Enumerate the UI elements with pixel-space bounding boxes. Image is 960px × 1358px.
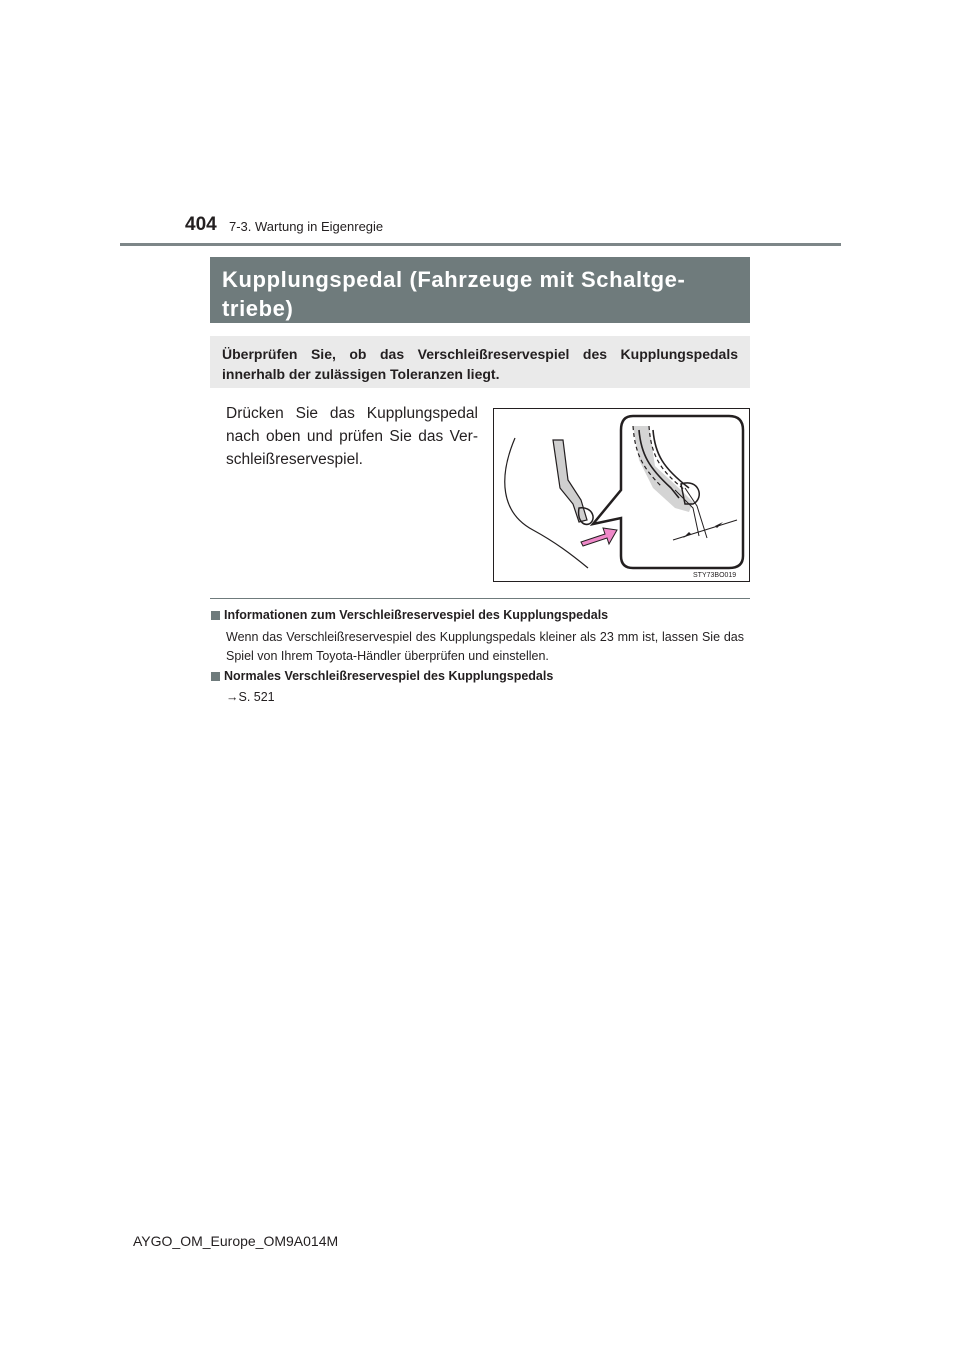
note-heading <box>211 608 608 622</box>
section-title <box>210 257 750 323</box>
section-divider <box>210 598 750 599</box>
figure-code: STY73BO019 <box>693 572 737 579</box>
page-number: 404 <box>185 214 217 235</box>
note-heading <box>211 669 553 683</box>
note-body: Wenn das Verschleißreservespiel des Kupplungspedals kleiner als 23 mm ist, lassen Sie das Spiel von Ihrem Toyota-Händler überprüfen und einstellen. <box>226 630 744 663</box>
clutch-pedal-figure <box>493 408 750 582</box>
section-title-line-2: triebe) <box>222 296 294 321</box>
section-reference: 7-3. Wartung in Eigenregie <box>229 219 384 234</box>
section-title-line-1: Kupplungspedal (Fahrzeuge mit Schaltge- <box>222 267 686 292</box>
document-id-footer: AYGO_OM_Europe_OM9A014M <box>133 1233 339 1249</box>
header-divider <box>120 243 841 246</box>
page-reference-link[interactable]: →S. 521 <box>226 690 275 704</box>
instruction-text: Drücken Sie das Kupplungspedal nach oben und prüfen Sie das Ver-schleißreservespiel. <box>226 405 478 468</box>
bullet-square-icon <box>211 672 220 681</box>
intro-text: Überprüfen Sie, ob das Verschleißreservespiel des Kupplungspedals innerhalb der zulässigen Toleranzen liegt. <box>210 336 750 388</box>
note-heading-text: Normales Verschleißreservespiel des Kupplungspedals <box>224 669 554 683</box>
note-heading-text: Informationen zum Verschleißreservespiel des Kupplungspedals <box>224 608 609 622</box>
bullet-square-icon <box>211 611 220 620</box>
